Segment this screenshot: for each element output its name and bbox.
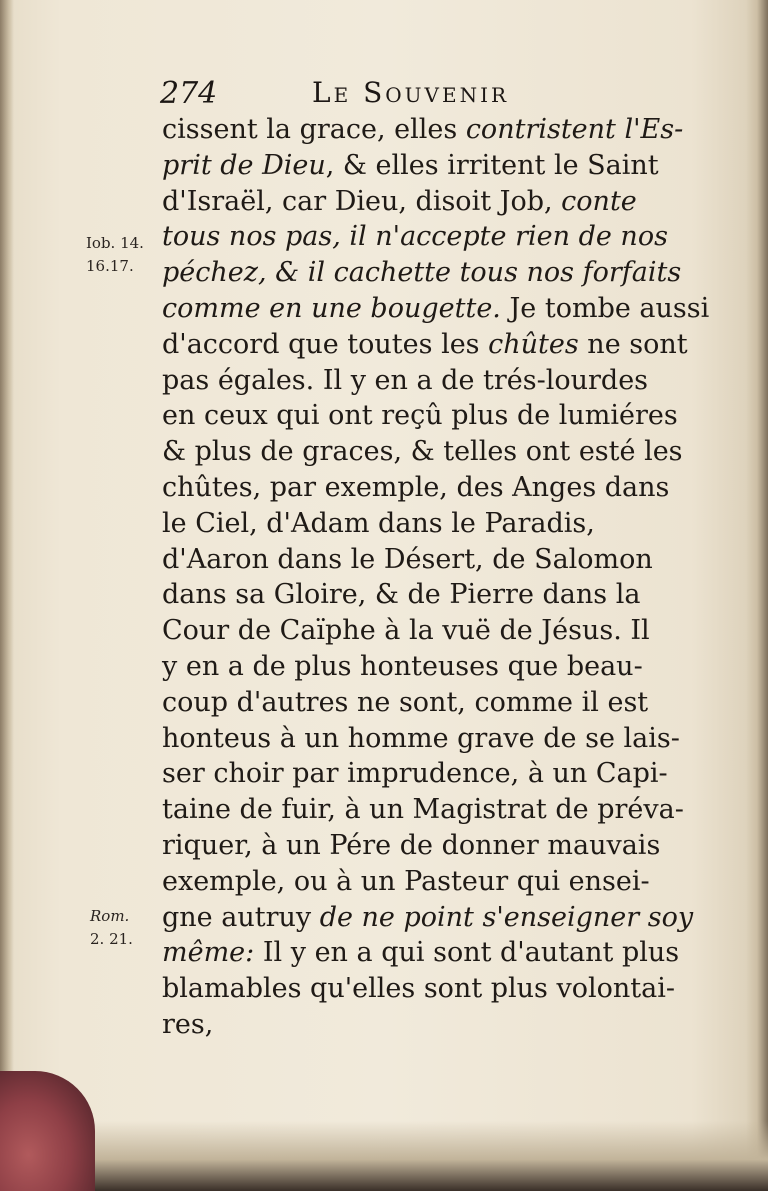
- text-line: [162, 434, 722, 470]
- page-edge-bottom: [0, 1121, 768, 1191]
- text-line: [162, 1007, 722, 1043]
- text-line: [162, 577, 722, 613]
- text-line: [162, 327, 722, 363]
- text-line: [162, 255, 722, 291]
- text-line: [162, 685, 722, 721]
- text-segment: en ceux qui ont reçû plus de lumiéres: [162, 400, 678, 432]
- text-line: [162, 363, 722, 399]
- margin-note-rom-line: Rom.: [90, 907, 130, 925]
- text-segment: riquer, à un Pére de donner mauvais: [162, 829, 661, 861]
- text-segment: coup d'autres ne sont, comme il est: [162, 686, 649, 718]
- body-text: [162, 112, 722, 1043]
- text-line: [162, 756, 722, 792]
- running-head: Le Souvenir: [312, 76, 510, 109]
- text-line: [162, 470, 722, 506]
- text-segment: chûtes, par exemple, des Anges dans: [162, 471, 670, 503]
- italic-text-segment: péchez, & il cachette tous nos forfaits: [162, 257, 682, 289]
- text-segment: cissent la grace, elles: [162, 114, 466, 145]
- italic-text-segment: prit de Dieu: [162, 149, 326, 181]
- text-line: [162, 506, 722, 542]
- margin-note-job: [86, 232, 144, 278]
- text-segment: & plus de graces, & telles ont esté les: [162, 436, 683, 468]
- text-segment: ser choir par imprudence, à un Capi-: [162, 758, 668, 790]
- italic-text-segment: tous nos pas, il n'accepte rien de nos: [162, 221, 668, 253]
- text-line: [162, 219, 722, 255]
- text-line: [162, 398, 722, 434]
- text-line: [162, 613, 722, 649]
- italic-text-segment: chûtes: [488, 328, 579, 360]
- page-edge-left: [0, 0, 14, 1191]
- margin-note-job-line: Iob. 14.: [86, 234, 144, 252]
- italic-text-segment: comme en une bougette.: [162, 292, 501, 324]
- thumb-in-corner: [0, 1071, 95, 1191]
- text-line: [162, 864, 722, 900]
- page-edge-right: [746, 0, 768, 1191]
- text-segment: gne autruy: [162, 901, 320, 933]
- text-line: [162, 971, 722, 1007]
- text-segment: y en a de plus honteuses que beau-: [162, 650, 643, 682]
- text-line: [162, 828, 722, 864]
- italic-text-segment: de ne point s'enseigner soy: [319, 901, 694, 933]
- text-segment: ne sont: [578, 328, 688, 360]
- margin-note-rom: [90, 905, 133, 951]
- text-segment: le Ciel, d'Adam dans le Paradis,: [162, 507, 595, 539]
- text-segment: d'accord que toutes les: [162, 328, 489, 360]
- text-line: [162, 721, 722, 757]
- margin-note-rom-line: 2. 21.: [90, 930, 133, 948]
- page-number: 274: [160, 76, 218, 111]
- text-segment: dans sa Gloire, & de Pierre dans la: [162, 579, 641, 611]
- text-segment: d'Israël, car Dieu, disoit Job,: [162, 185, 562, 217]
- text-line: [162, 649, 722, 685]
- margin-note-job-line: 16.17.: [86, 257, 134, 275]
- text-segment: Cour de Caïphe à la vuë de Jésus. Il: [162, 615, 650, 647]
- text-segment: blamables qu'elles sont plus volontai-: [162, 973, 675, 1005]
- text-segment: pas égales. Il y en a de trés-lourdes: [162, 364, 649, 396]
- text-segment: Je tombe aussi: [500, 292, 710, 324]
- text-segment: , & elles irritent le Saint: [325, 149, 659, 181]
- text-segment: honteus à un homme grave de se lais-: [162, 722, 680, 754]
- text-line: [162, 112, 722, 148]
- text-line: [162, 900, 722, 936]
- italic-text-segment: même:: [162, 937, 255, 969]
- italic-text-segment: conte: [561, 185, 637, 217]
- text-line: [162, 148, 722, 184]
- text-line: [162, 184, 722, 220]
- text-line: [162, 792, 722, 828]
- text-segment: d'Aaron dans le Désert, de Salomon: [162, 543, 653, 575]
- text-line: [162, 935, 722, 971]
- text-segment: taine de fuir, à un Magistrat de préva-: [162, 794, 684, 826]
- text-segment: Il y en a qui sont d'autant plus: [254, 937, 680, 969]
- text-segment: res,: [162, 1008, 214, 1040]
- text-segment: exemple, ou à un Pasteur qui ensei-: [162, 865, 650, 897]
- page-header: [160, 72, 640, 112]
- italic-text-segment: contristent l'Es-: [465, 114, 684, 145]
- text-line: [162, 291, 722, 327]
- text-line: [162, 542, 722, 578]
